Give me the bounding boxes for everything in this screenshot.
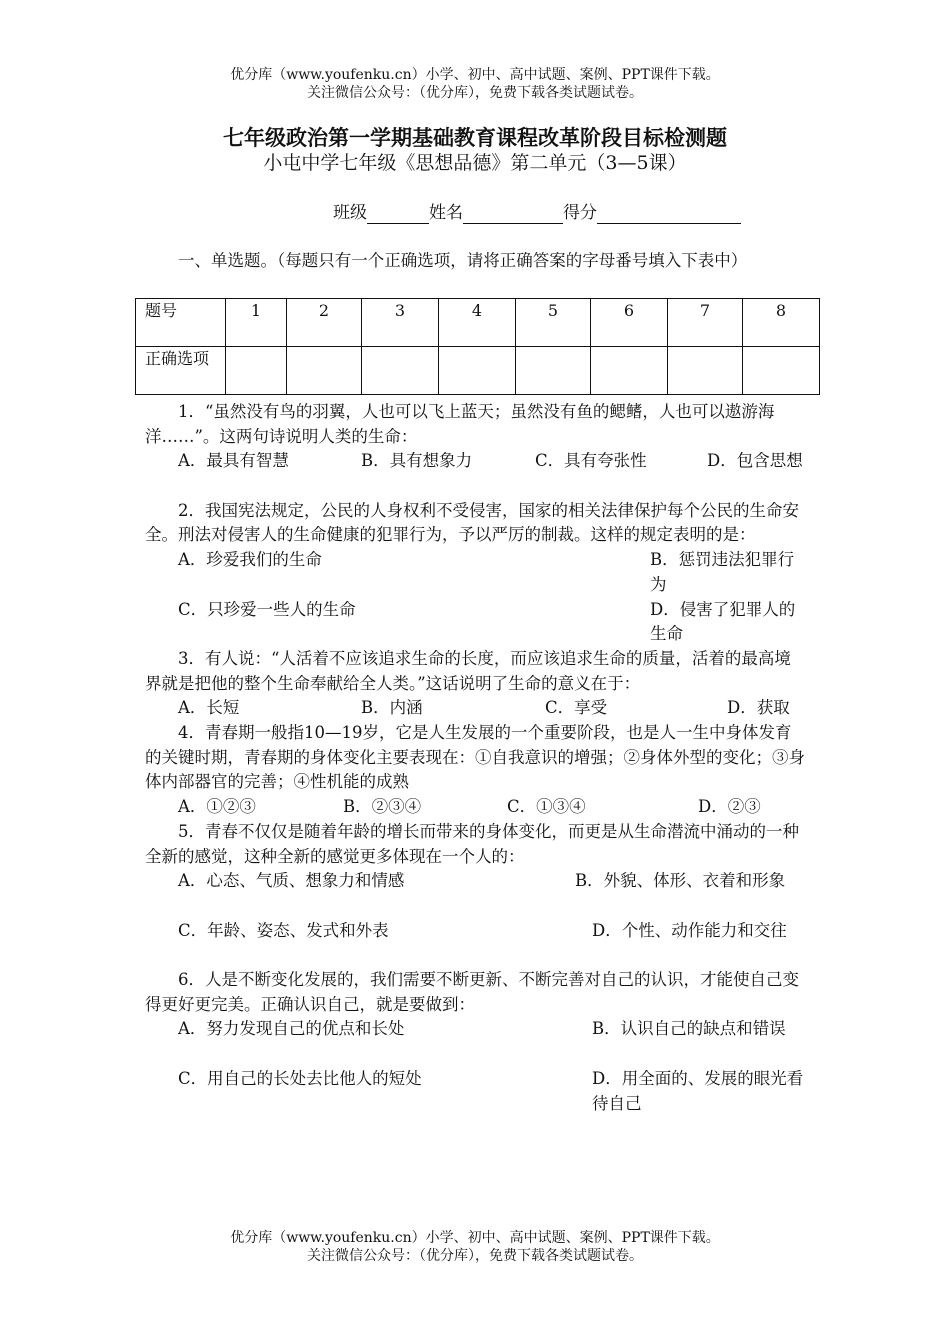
question-5-stem: 5．青春不仅仅是随着年龄的增长而带来的身体变化，而更是从生命潜流中涌动的一种全新的感觉，这种全新的感觉更多体现在一个人的：	[145, 821, 799, 866]
question-3-stem: 3．有人说：“人活着不应该追求生命的长度，而应该追求生命的质量，活着的最高境界就是把他的整个生命奉献给全人类。”这话说明了生命的意义在于：	[145, 648, 791, 693]
question-5-options-row-2	[145, 919, 805, 968]
option[interactable]: A．①②③	[178, 797, 256, 817]
option[interactable]: D．获取	[727, 698, 790, 718]
question-2-options-row-2	[145, 598, 805, 647]
answer-cell[interactable]	[591, 347, 668, 395]
class-blank[interactable]	[367, 206, 429, 224]
answer-cell[interactable]	[226, 347, 287, 395]
footer-line-1: 优分库（www.youfenku.cn）小学、初中、高中试题、案例、PPT课件下载。	[230, 1230, 720, 1246]
question-5-options-row-1	[145, 869, 805, 918]
option[interactable]: D．用全面的、发展的眼光看待自己	[592, 1068, 804, 1113]
question-4-stem: 4．青春期一般指10—19岁，它是人生发展的一个重要阶段，也是人一生中身体发育的关键时期，青春期的身体变化主要表现在：①自我意识的增强；②身体外型的变化；③身体内部器官的完善；④性机能的成熟	[145, 723, 805, 792]
section-1-heading: 一、单选题。（每题只有一个正确选项，请将正确答案的字母番号填入下表中）	[178, 251, 748, 270]
question-number-cell: 5	[516, 299, 591, 347]
option[interactable]: A．最具有智慧	[178, 451, 289, 471]
answer-cell[interactable]	[668, 347, 743, 395]
option[interactable]: C．用自己的长处去比他人的短处	[178, 1068, 422, 1088]
question-6-options-row-1	[145, 1017, 805, 1066]
question-4-options	[145, 795, 805, 820]
exam-title: 七年级政治第一学期基础教育课程改革阶段目标检测题	[223, 125, 727, 150]
answer-cell[interactable]	[743, 347, 820, 395]
page-footer	[0, 1229, 950, 1265]
option[interactable]: B．外貌、体形、衣着和形象	[575, 871, 786, 891]
name-label: 姓名	[429, 203, 463, 223]
questions-list	[145, 400, 805, 1116]
question-2-options-row-1	[145, 548, 805, 597]
question-number-cell: 2	[287, 299, 362, 347]
answer-cell[interactable]	[287, 347, 362, 395]
question-number-header: 题号	[136, 299, 226, 347]
question-number-cell: 8	[743, 299, 820, 347]
exam-subtitle: 小屯中学七年级《思想品德》第二单元（3—5课）	[263, 152, 687, 174]
option[interactable]: B．认识自己的缺点和错误	[592, 1019, 786, 1039]
option[interactable]: D．个性、动作能力和交往	[592, 920, 787, 940]
answer-table	[135, 298, 820, 395]
answer-cell[interactable]	[362, 347, 439, 395]
question-1-options	[145, 449, 805, 474]
option[interactable]: C．具有夸张性	[535, 451, 647, 471]
score-label: 得分	[563, 203, 597, 223]
option[interactable]: B．惩罚违法犯罪行为	[650, 550, 795, 594]
question-number-cell: 1	[226, 299, 287, 347]
option[interactable]: A．努力发现自己的优点和长处	[178, 1019, 405, 1039]
answer-cell[interactable]	[439, 347, 516, 395]
question-6-options-row-2	[145, 1067, 805, 1116]
header-line-2: 关注微信公众号：（优分库），免费下载各类试题试卷。	[307, 85, 643, 101]
question-6-stem: 6．人是不断变化发展的，我们需要不断更新、不断完善对自己的认识，才能使自己变得更好更完美。正确认识自己，就是要做到：	[145, 970, 799, 1014]
option[interactable]: C．①③④	[507, 797, 586, 817]
answer-table-number-row	[136, 299, 820, 347]
answer-table-answer-row	[136, 347, 820, 395]
section-1-intro	[145, 249, 805, 274]
header-line-1: 优分库（www.youfenku.cn）小学、初中、高中试题、案例、PPT课件下载。	[230, 67, 720, 83]
option[interactable]: D．包含思想	[707, 451, 803, 471]
page-header	[0, 66, 950, 102]
question-3-options	[145, 696, 805, 721]
class-label: 班级	[333, 203, 367, 223]
question-number-cell: 6	[591, 299, 668, 347]
option[interactable]: C．享受	[545, 698, 608, 718]
option[interactable]: A．珍爱我们的生命	[178, 550, 322, 570]
question-number-cell: 4	[439, 299, 516, 347]
answer-cell[interactable]	[516, 347, 591, 395]
score-blank[interactable]	[597, 206, 741, 224]
option[interactable]: B．具有想象力	[361, 451, 473, 471]
option[interactable]: D．侵害了犯罪人的生命	[650, 599, 796, 644]
option[interactable]: D．②③	[698, 797, 761, 817]
student-info-line	[333, 202, 741, 224]
question-number-cell: 7	[668, 299, 743, 347]
option[interactable]: A．长短	[178, 698, 240, 718]
option[interactable]: B．②③④	[343, 797, 422, 817]
option[interactable]: C．年龄、姿态、发式和外表	[178, 920, 389, 940]
question-number-cell: 3	[362, 299, 439, 347]
option[interactable]: C．只珍爱一些人的生命	[178, 599, 356, 619]
option[interactable]: A．心态、气质、想象力和情感	[178, 871, 405, 891]
name-blank[interactable]	[463, 206, 563, 224]
option[interactable]: B．内涵	[361, 698, 423, 718]
question-2-stem: 2．我国宪法规定，公民的人身权利不受侵害，国家的相关法律保护每个公民的生命安全。刑法对侵害人的生命健康的犯罪行为，予以严厉的制裁。这样的规定表明的是：	[145, 500, 799, 545]
correct-option-header: 正确选项	[136, 347, 226, 395]
question-1-stem: 1．“虽然没有鸟的羽翼，人也可以飞上蓝天；虽然没有鱼的鳃鳍，人也可以遨游海洋……”。这两句诗说明人类的生命：	[145, 402, 775, 446]
footer-line-2: 关注微信公众号：（优分库），免费下载各类试题试卷。	[307, 1248, 643, 1264]
